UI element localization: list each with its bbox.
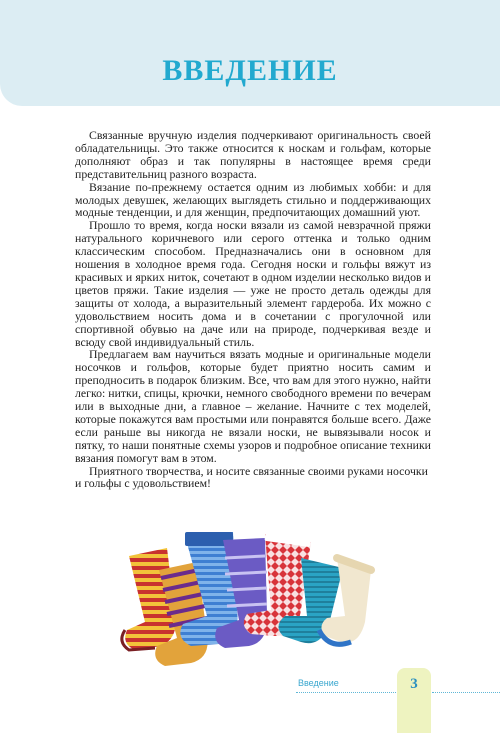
page-number: 3 xyxy=(410,676,418,692)
body-text xyxy=(75,129,431,490)
header-band xyxy=(0,0,500,106)
paragraph-5: Приятного творчества, и носите связанные своими руками носочки и гольфы с удовольствием! xyxy=(75,463,428,491)
footer-dotted-line-right xyxy=(432,692,500,693)
chapter-title: ВВЕДЕНИЕ xyxy=(162,54,338,87)
knitted-socks-image xyxy=(115,518,380,668)
footer-section-label: Введение xyxy=(298,678,339,688)
paragraph-1: Связанные вручную изделия подчеркивают оригинальность своей обладательницы. Это также относится к носкам и гольфам, которые дополняют образ и так популярны в настоящее время среди представительниц разного возраста. xyxy=(75,128,431,181)
paragraph-4: Предлагаем вам научиться вязать модные и оригинальные модели носочков и гольфов, которые будет приятно носить самим и преподносить в подарок близким. Все, что вам для этого нужно, найти легко: нитки, спицы, крючки, немного свободного времени по вечерам или в выходные дни, а главное – желание. Начните с тех моделей, которые покажутся вам простыми или понравятся больше всего. Даже если раньше вы никогда не вязали носки, не вывязывали носок и пятку, то наши понятные схемы узоров и подробное описание техники вязания помогут вам в этом. xyxy=(75,347,431,465)
paragraph-2: Вязание по-прежнему остается одним из любимых хобби: и для молодых девушек, желающих выглядеть стильно и поддерживающих модные тенденции, и для женщин, предпочитающих домашний уют. xyxy=(75,179,431,220)
footer-dotted-line xyxy=(296,692,396,693)
paragraph-3: Прошло то время, когда носки вязали из самой невзрачной пряжи натурального коричневого или серого оттенка и только одним классическим способом. Предназначались они в основном для ношения в холодное время года. Сегодня носки и гольфы вяжут из красивых и ярких ниток, сочетают в одном изделии несколько видов и цветов пряжи. Такие изделия — уже не просто деталь одежды для защиты от холода, а выразительный элемент гардероба. Их можно с удовольствием носить дома и в сочетании с прогулочной или спортивной обувью на даче или на природе, подчеркивая везде и всюду свой индивидуальный стиль. xyxy=(75,218,431,349)
